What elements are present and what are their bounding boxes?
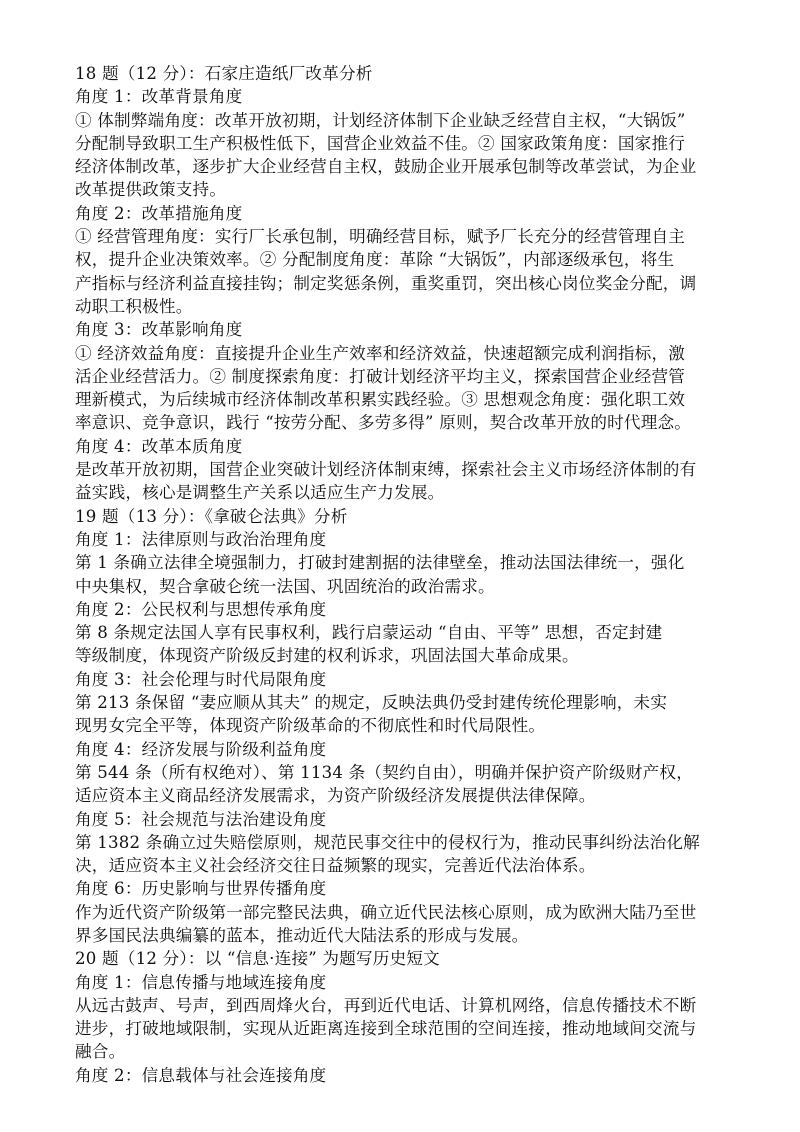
- text-line: 作为近代资产阶级第一部完整民法典，确立近代民法核心原则，成为欧洲大陆乃至世: [75, 902, 697, 922]
- text-line: 角度 5：社会规范与法治建设角度: [75, 809, 327, 829]
- text-line: 融合。: [75, 1042, 126, 1062]
- text-line: ① 体制弊端角度：改革开放初期，计划经济体制下企业缺乏经营自主权，“大锅饭”: [75, 110, 686, 130]
- text-line: 角度 1：改革背景角度: [75, 87, 243, 107]
- text-line: 动职工积极性。: [75, 296, 193, 316]
- text-line: 角度 2：改革措施角度: [75, 203, 243, 223]
- text-line: 角度 2：公民权利与思想传承角度: [75, 599, 327, 619]
- text-line: 是改革开放初期，国营企业突破计划经济体制束缚，探索社会主义市场经济体制的有: [75, 460, 697, 480]
- text-line: 率意识、竞争意识，践行 “按劳分配、多劳多得” 原则，契合改革开放的时代理念。: [75, 413, 692, 433]
- text-line: 19 题（13 分）：《拿破仑法典》分析: [75, 506, 348, 526]
- text-line: 适应资本主义商品经济发展需求，为资产阶级经济发展提供法律保障。: [75, 786, 596, 806]
- text-line: 现男女完全平等，体现资产阶级革命的不彻底性和时代局限性。: [75, 716, 546, 736]
- text-line: 从远古鼓声、号声，到西周烽火台，再到近代电话、计算机网络，信息传播技术不断: [75, 995, 697, 1015]
- text-line: 理新模式，为后续城市经济体制改革积累实践经验。③ 思想观念角度：强化职工效: [75, 390, 686, 410]
- text-line: 角度 4：改革本质角度: [75, 436, 243, 456]
- text-line: 进步，打破地域限制，实现从近距离连接到全球范围的空间连接，推动地域间交流与: [75, 1019, 697, 1039]
- text-line: 角度 1：法律原则与政治治理角度: [75, 529, 327, 549]
- text-line: 角度 6：历史影响与世界传播角度: [75, 879, 327, 899]
- text-line: 20 题（12 分）：以 “信息·连接” 为题写历史短文: [75, 949, 440, 969]
- text-line: 角度 4：经济发展与阶级利益角度: [75, 739, 327, 759]
- text-line: 角度 3：改革影响角度: [75, 320, 243, 340]
- text-line: 产指标与经济利益直接挂钩；制定奖惩条例，重奖重罚，突出核心岗位奖金分配，调: [75, 273, 697, 293]
- text-line: 经济体制改革，逐步扩大企业经营自主权，鼓励企业开展承包制等改革尝试，为企业: [75, 157, 697, 177]
- text-line: 第 1 条确立法律全境强制力，打破封建割据的法律壁垒，推动法国法律统一，强化: [75, 553, 685, 573]
- text-line: 第 1382 条确立过失赔偿原则，规范民事交往中的侵权行为，推动民事纠纷法治化解: [75, 832, 700, 852]
- text-line: 活企业经营活力。② 制度探索角度：打破计划经济平均主义，探索国营企业经营管: [75, 366, 686, 386]
- text-line: 第 544 条（所有权绝对）、第 1134 条（契约自由），明确并保护资产阶级财产权，: [75, 762, 693, 782]
- text-line: 角度 1：信息传播与地域连接角度: [75, 972, 327, 992]
- text-line: ① 经营管理角度：实行厂长承包制，明确经营目标，赋予厂长充分的经营管理自主: [75, 227, 686, 247]
- text-line: 分配制导致职工生产积极性低下，国营企业效益不佳。② 国家政策角度：国家推行: [75, 133, 686, 153]
- text-line: 角度 3：社会伦理与时代局限角度: [75, 669, 327, 689]
- text-line: 等级制度，体现资产阶级反封建的权利诉求，巩固法国大革命成果。: [75, 646, 579, 666]
- text-line: ① 经济效益角度：直接提升企业生产效率和经济效益，快速超额完成利润指标，激: [75, 343, 686, 363]
- text-line: 决，适应资本主义社会经济交往日益频繁的现实，完善近代法治体系。: [75, 856, 596, 876]
- document-body: [75, 62, 743, 1087]
- text-line: 18 题（12 分）：石家庄造纸厂改革分析: [75, 64, 373, 83]
- text-line: 第 213 条保留 “妻应顺从其夫” 的规定，反映法典仍受封建传统伦理影响，未实: [75, 693, 668, 713]
- text-line: 改革提供政策支持。: [75, 180, 227, 200]
- text-line: 界多国民法典编纂的蓝本，推动近代大陆法系的形成与发展。: [75, 925, 529, 945]
- text-line: 角度 2：信息载体与社会连接角度: [75, 1065, 327, 1085]
- text-line: 第 8 条规定法国人享有民事权利，践行启蒙运动 “自由、平等” 思想，否定封建: [75, 623, 663, 643]
- text-line: 中央集权，契合拿破仑统一法国、巩固统治的政治需求。: [75, 576, 495, 596]
- text-line: 益实践，核心是调整生产关系以适应生产力发展。: [75, 483, 445, 503]
- text-line: 权，提升企业决策效率。② 分配制度角度：革除 “大锅饭”，内部逐级承包，将生: [75, 250, 675, 270]
